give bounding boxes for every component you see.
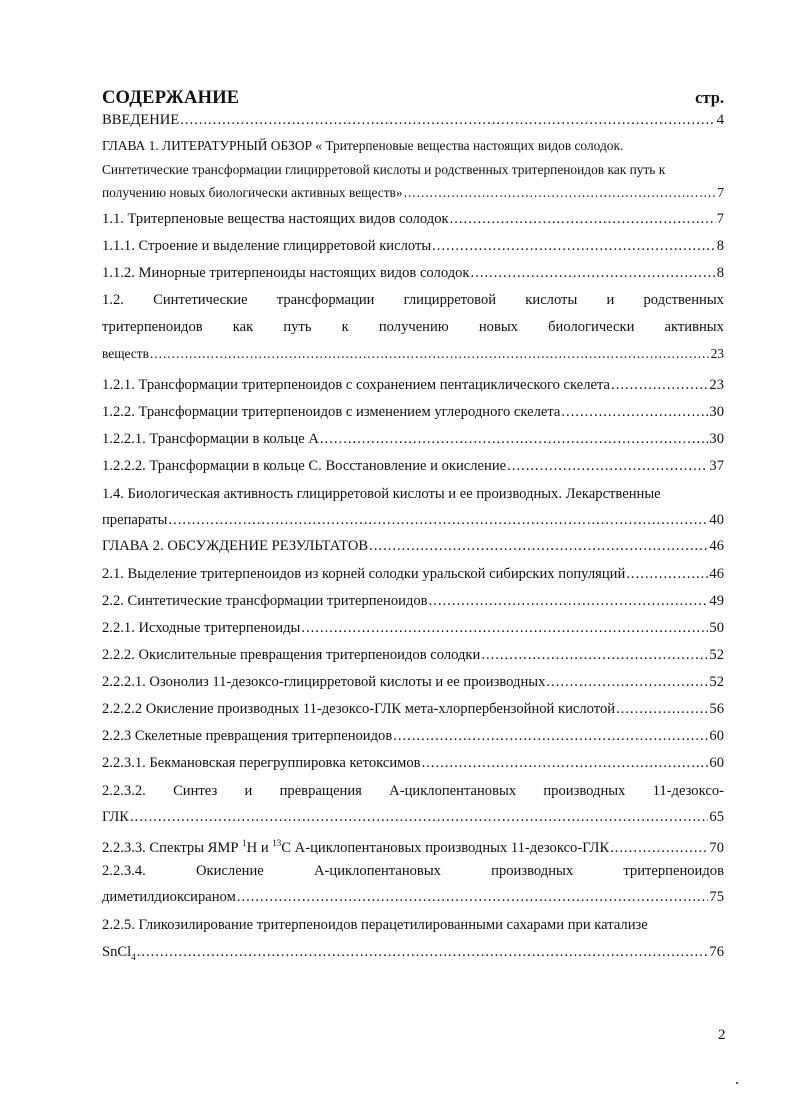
- toc-entry-line: 1.2. Синтетические трансформации глицирретовой кислоты и родственных: [102, 292, 724, 308]
- toc-entry: 1.1. Тритерпеновые вещества настоящих видов солодок ..... 7: [102, 210, 724, 228]
- toc-entry: 1.1.1. Строение и выделение глицирретовой кислоты ..... 8: [102, 237, 724, 255]
- toc-entry: 2.2.2. Окислительные превращения тритерпеноидов солодки ..... 52: [102, 646, 724, 664]
- toc-entry: 1.2.1. Трансформации тритерпеноидов с сохранением пентациклического скелета ..... 23: [102, 376, 724, 394]
- page-number: 2: [718, 1027, 726, 1043]
- toc-title: СОДЕРЖАНИЕ: [102, 88, 240, 108]
- toc-entry-line: тритерпеноидов как путь к получению новых биологически активных: [102, 319, 724, 335]
- toc-entry: 2.2. Синтетические трансформации тритерпеноидов ..... 49: [102, 592, 724, 610]
- toc-entry: 1.1.2. Минорные тритерпеноиды настоящих видов солодок ..... 8: [102, 264, 724, 282]
- toc-entry: ВВЕДЕНИЕ ..... 4: [102, 111, 724, 129]
- toc-entry: 2.2.1. Исходные тритерпеноиды ..... 50: [102, 619, 724, 637]
- toc-entry-line: 2.2.3.2. Синтез и превращения А-циклопентановых производных 11-дезоксо-: [102, 783, 724, 799]
- toc-entry-line: 1.4. Биологическая активность глицирретовой кислоты и ее производных. Лекарственные: [102, 486, 661, 502]
- toc-entry: 1.2.2. Трансформации тритерпеноидов с изменением углеродного скелета ..... 30: [102, 403, 724, 421]
- toc-entry: 2.1. Выделение тритерпеноидов из корней солодки уральской сибирских популяций ..... 46: [102, 565, 724, 583]
- toc-entry: диметилдиоксираном ..... 75: [102, 888, 724, 906]
- toc-entry: препараты ..... 40: [102, 511, 724, 529]
- toc-entry: веществ ..... 23: [102, 345, 724, 363]
- toc-entry: 2.2.3.1. Бекмановская перегруппировка кетоксимов ..... 60: [102, 754, 724, 772]
- toc-entry: 2.2.3.3. Спектры ЯМР $^1$H и $^{13}$C А-циклопентановых производных 11-дезоксо-ГЛК ..... 70: [102, 834, 724, 857]
- toc-entry-line: 2.2.3.4. Окисление А-циклопентановых производных тритерпеноидов: [102, 863, 724, 879]
- toc-entry-line: 2.2.5. Гликозилирование тритерпеноидов перацетилированными сахарами при катализе: [102, 917, 648, 933]
- toc-entry: 2.2.2.1. Озонолиз 11-дезоксо-глицирретовой кислоты и ее производных ..... 52: [102, 673, 724, 691]
- toc-entry-line: ГЛАВА 1. ЛИТЕРАТУРНЫЙ ОБЗОР « Тритерпеновые вещества настоящих видов солодок.: [102, 138, 624, 153]
- scan-speck: [736, 1082, 738, 1084]
- toc-entry: 1.2.2.2. Трансформации в кольце С. Восстановление и окисление ..... 37: [102, 457, 724, 475]
- toc-entry: ГЛК ..... 65: [102, 808, 724, 826]
- toc-entry: получению новых биологически активных веществ» ..... 7: [102, 184, 724, 202]
- toc-header: [102, 88, 724, 109]
- toc-entry: SnCl$_4$ ..... 76: [102, 943, 724, 966]
- toc-entry: 1.2.2.1. Трансформации в кольце А ..... 30: [102, 430, 724, 448]
- toc-entry: 2.2.2.2 Окисление производных 11-дезоксо-ГЛК мета-хлорпербензойной кислотой ..... 56: [102, 700, 724, 718]
- toc-entry-line: Синтетические трансформации глицирретовой кислоты и родственных тритерпеноидов как путь к: [102, 162, 666, 177]
- toc-entry: ГЛАВА 2. ОБСУЖДЕНИЕ РЕЗУЛЬТАТОВ ..... 46: [102, 537, 724, 555]
- toc-entry: 2.2.3 Скелетные превращения тритерпеноидов ..... 60: [102, 727, 724, 745]
- page-column-label: стр.: [695, 88, 724, 107]
